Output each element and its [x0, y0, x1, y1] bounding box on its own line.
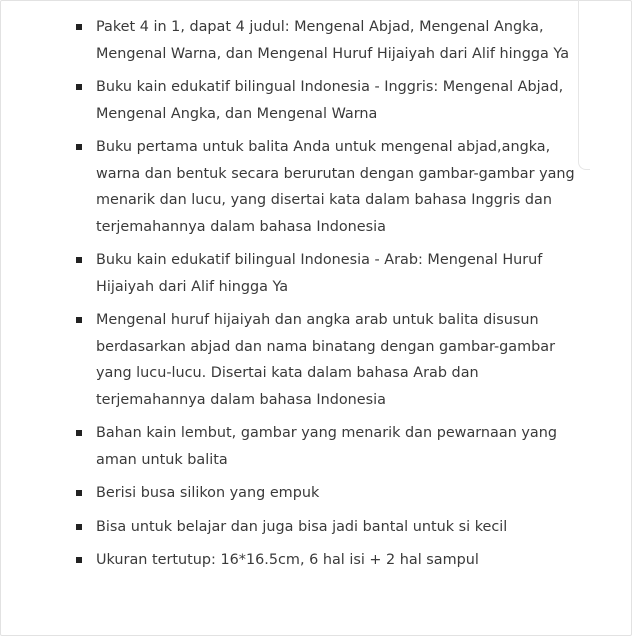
list-item [76, 14, 576, 67]
list-item [76, 514, 576, 541]
list-item-text: Berisi busa silikon yang empuk [96, 485, 320, 501]
square-bullet-icon [76, 144, 82, 150]
list-item [76, 420, 576, 473]
list-item-text: Bahan kain lembut, gambar yang menarik dan pewarnaan yang aman untuk balita [96, 425, 557, 468]
list-item [76, 480, 576, 507]
square-bullet-icon [76, 430, 82, 436]
list-item [76, 547, 576, 574]
feature-list [76, 14, 576, 581]
list-item-text: Buku kain edukatif bilingual Indonesia - Inggris: Mengenal Abjad, Mengenal Angka, dan Mengenal Warna [96, 79, 564, 122]
list-item [76, 134, 576, 240]
list-item-text: Buku pertama untuk balita Anda untuk mengenal abjad,angka, warna dan bentuk secara berurutan dengan gambar-gambar yang menarik dan lucu, yang disertai kata dalam bahasa Inggris dan terjemahannya dalam bahasa Indonesia [96, 139, 575, 235]
square-bullet-icon [76, 524, 82, 530]
list-item-text: Ukuran tertutup: 16*16.5cm, 6 hal isi + 2 hal sampul [96, 552, 479, 568]
square-bullet-icon [76, 257, 82, 263]
square-bullet-icon [76, 317, 82, 323]
list-item [76, 247, 576, 300]
list-item-text: Buku kain edukatif bilingual Indonesia - Arab: Mengenal Huruf Hijaiyah dari Alif hingga Ya [96, 252, 543, 295]
list-item-text: Bisa untuk belajar dan juga bisa jadi bantal untuk si kecil [96, 518, 508, 535]
list-item-text: Paket 4 in 1, dapat 4 judul: Mengenal Abjad, Mengenal Angka, Mengenal Warna, dan Mengenal Huruf Hijaiyah dari Alif hingga Ya [96, 19, 570, 62]
list-item [76, 307, 576, 413]
list-item-text: Mengenal huruf hijaiyah dan angka arab untuk balita disusun berdasarkan abjad dan nama binatang dengan gambar-gambar yang lucu-lucu. Disertai kata dalam bahasa Arab dan terjemahannya dalam bahasa Indonesia [96, 312, 555, 408]
square-bullet-icon [76, 24, 82, 30]
list-item [76, 74, 576, 127]
square-bullet-icon [76, 557, 82, 563]
square-bullet-icon [76, 84, 82, 90]
square-bullet-icon [76, 490, 82, 496]
scroll-container-edge [578, 0, 590, 170]
